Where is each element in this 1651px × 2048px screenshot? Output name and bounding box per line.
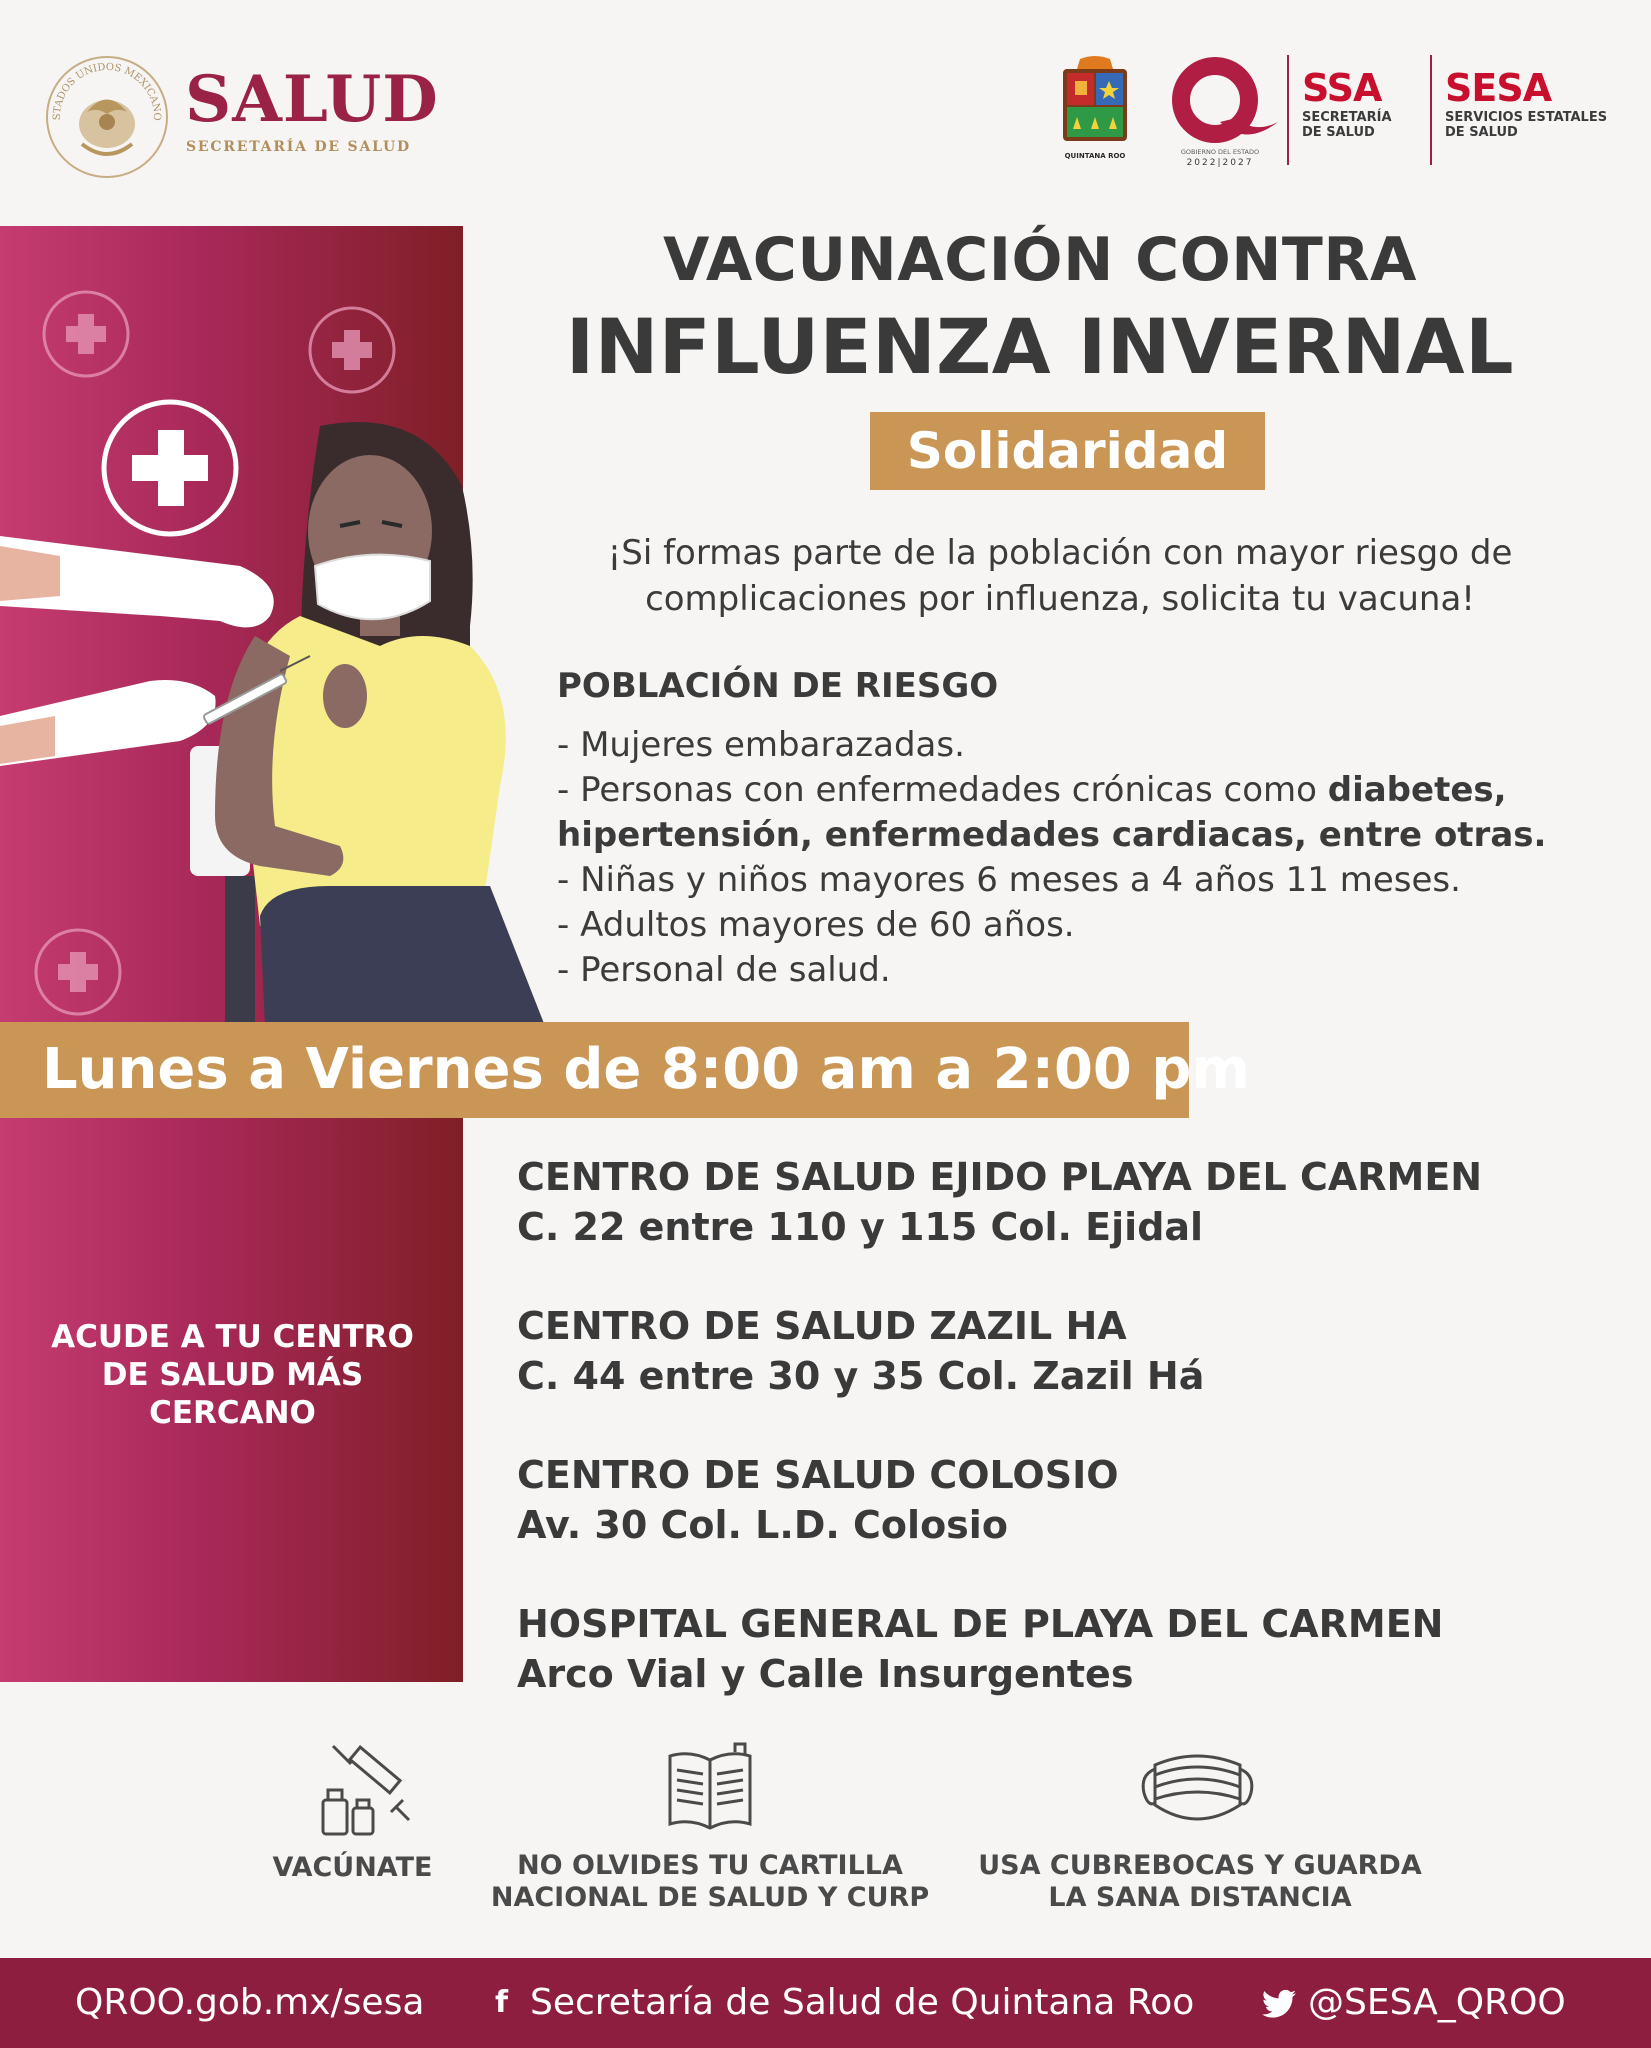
intro-line1: ¡Si formas parte de la población con mayor riesgo de (607, 533, 1513, 573)
intro-line2: complicaciones por influenza, solicita tu vacuna! (645, 579, 1475, 619)
tip-cubrebocas-line1: USA CUBREBOCAS Y GUARDA (978, 1850, 1422, 1881)
location-name: HOSPITAL GENERAL DE PLAYA DEL CARMEN (517, 1602, 1444, 1646)
location-address: Arco Vial y Calle Insurgentes (517, 1652, 1134, 1696)
location-address: C. 44 entre 30 y 35 Col. Zazil Há (517, 1354, 1205, 1398)
location-item (517, 1599, 1617, 1699)
tip-cubrebocas-line2: LA SANA DISTANCIA (1048, 1882, 1352, 1913)
risk-item-chronic-bold-b: hipertensión, enfermedades cardiacas, entre otras. (557, 815, 1547, 855)
location-item (517, 1450, 1617, 1550)
sesa-name: SESA (1445, 66, 1552, 110)
risk-item: - Niñas y niños mayores 6 meses a 4 años 11 meses. (557, 860, 1461, 900)
nearest-center-line2: DE SALUD MÁS (101, 1357, 364, 1393)
location-address: Av. 30 Col. L.D. Colosio (517, 1503, 1008, 1547)
location-item (517, 1301, 1617, 1401)
ssa-line1: SECRETARÍA (1302, 110, 1392, 125)
risk-item-chronic-text: - Personas con enfermedades crónicas como (557, 770, 1328, 810)
mexico-seal-logo (42, 52, 172, 182)
location-item (517, 1152, 1617, 1252)
location-name: CENTRO DE SALUD ZAZIL HA (517, 1304, 1127, 1348)
tip-cartilla-line1: NO OLVIDES TU CARTILLA (517, 1850, 903, 1881)
website-link[interactable]: QROO.gob.mx/sesa (75, 1982, 425, 2023)
page-title-line1: VACUNACIÓN CONTRA (663, 225, 1417, 295)
svg-text:ESTADOS UNIDOS MEXICANOS: STADOS UNIDOS MEXICANO (51, 61, 163, 121)
risk-item: - Mujeres embarazadas. (557, 725, 965, 765)
ssa-logo (1302, 66, 1437, 140)
sesa-line2: DE SALUD (1445, 125, 1518, 140)
facebook-icon: f (495, 1985, 509, 2020)
tip-cartilla (470, 1850, 950, 1914)
risk-heading: POBLACIÓN DE RIESGO (557, 666, 999, 706)
municipality-badge: Solidaridad (870, 412, 1265, 490)
facebook-link[interactable]: Secretaría de Salud de Quintana Roo (530, 1982, 1195, 2023)
syringe-vials-icon (315, 1742, 415, 1842)
footer (0, 1958, 1651, 2048)
risk-item-chronic (557, 768, 1637, 858)
gobierno-caption-text: GOBIERNO DEL ESTADO (1180, 148, 1260, 156)
tip-cartilla-line2: NACIONAL DE SALUD Y CURP (490, 1882, 930, 1913)
risk-item: - Adultos mayores de 60 años. (557, 905, 1075, 945)
nearest-center-text (30, 1318, 435, 1432)
quintana-roo-shield-logo (1055, 55, 1135, 150)
gobierno-q-logo (1160, 52, 1280, 152)
twitter-handle[interactable]: @SESA_QROO (1308, 1982, 1566, 2023)
location-address: C. 22 entre 110 y 115 Col. Ejidal (517, 1205, 1204, 1249)
ssa-line2: DE SALUD (1302, 125, 1375, 140)
nearest-center-line1: ACUDE A TU CENTRO (51, 1319, 414, 1355)
tip-cubrebocas (960, 1850, 1440, 1914)
twitter-icon (1262, 1987, 1296, 2028)
tip-vacunate: VACÚNATE (272, 1852, 433, 1883)
quintana-roo-caption: QUINTANA ROO (1064, 152, 1126, 160)
open-book-icon (665, 1742, 755, 1837)
risk-item-chronic-bold-a: diabetes, (1327, 770, 1507, 810)
schedule-bar (0, 1022, 1250, 1118)
location-name: CENTRO DE SALUD COLOSIO (517, 1453, 1119, 1497)
gobierno-years: 2022|2027 (1186, 158, 1254, 168)
gobierno-caption (1165, 148, 1275, 168)
location-name: CENTRO DE SALUD EJIDO PLAYA DEL CARMEN (517, 1155, 1483, 1199)
schedule-text: Lunes a Viernes de 8:00 am a 2:00 pm (42, 1037, 1250, 1102)
vaccination-illustration (0, 226, 560, 1026)
ssa-name: SSA (1302, 66, 1382, 110)
sesa-logo (1445, 66, 1620, 140)
header-divider (1287, 55, 1289, 165)
header-divider-2 (1430, 55, 1432, 165)
intro-text (540, 530, 1580, 622)
nearest-center-line3: CERCANO (149, 1395, 316, 1431)
face-mask-icon (1140, 1745, 1255, 1835)
risk-item: - Personal de salud. (557, 950, 891, 990)
salud-subtitle: SECRETARÍA DE SALUD (186, 139, 411, 155)
sesa-line1: SERVICIOS ESTATALES (1445, 110, 1608, 125)
risk-list (557, 723, 1637, 993)
page-title-line2: INFLUENZA INVERNAL (565, 302, 1515, 391)
salud-title: SALUD (185, 62, 439, 137)
